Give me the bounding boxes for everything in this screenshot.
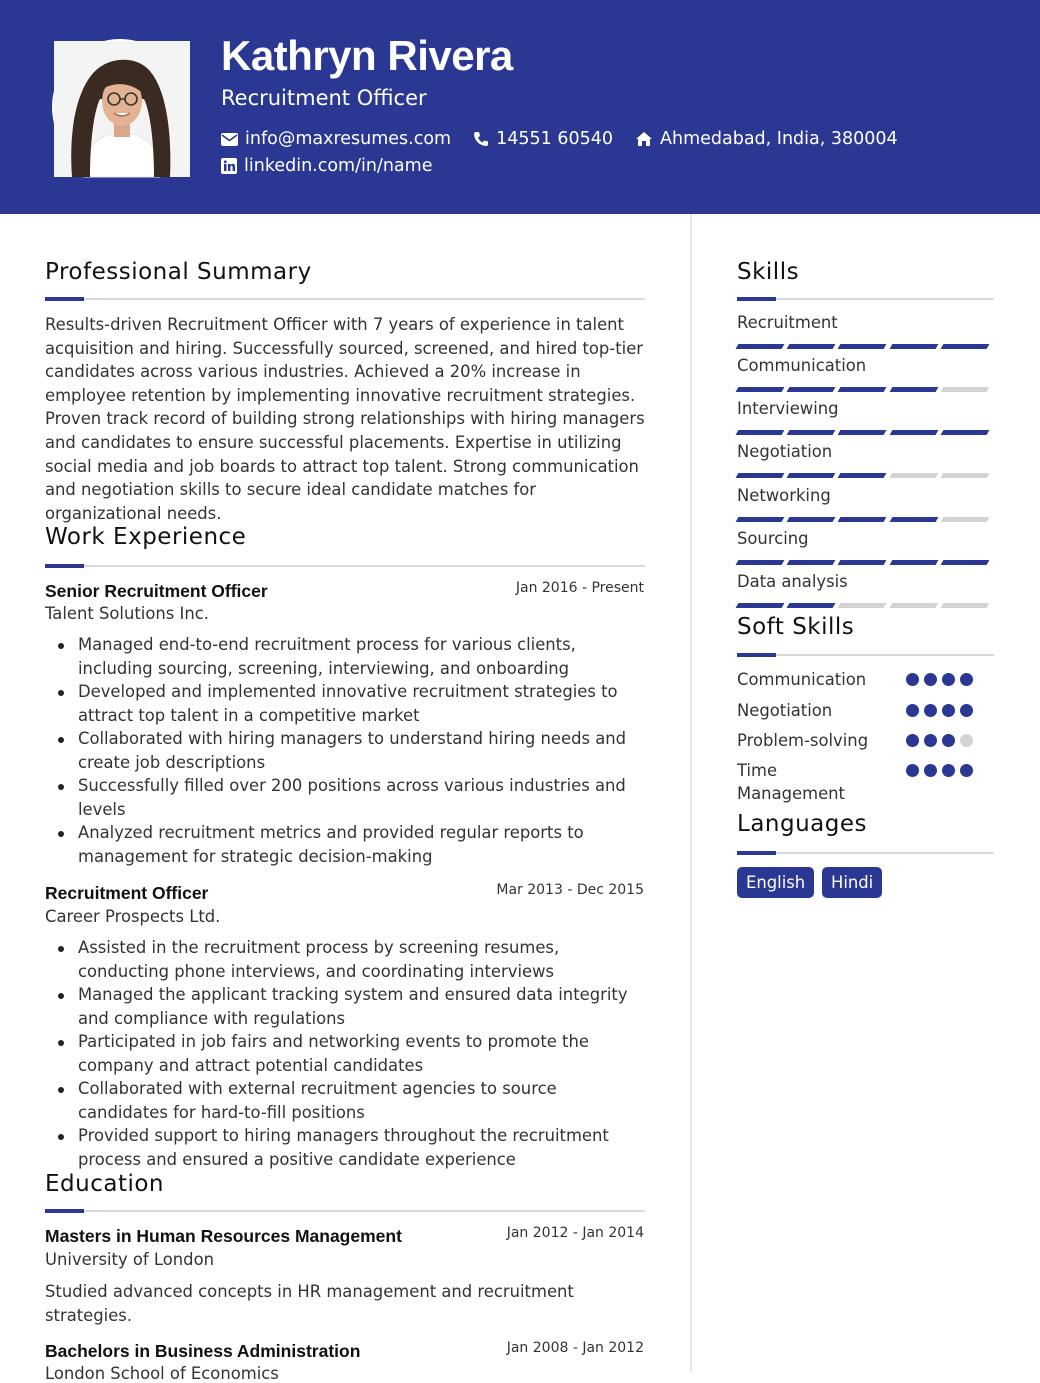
location-text: Ahmedabad, India, 380004 [660, 129, 898, 149]
skills-accent [737, 297, 776, 301]
skills-heading: Skills [737, 259, 800, 285]
skill-level-segment [838, 473, 887, 478]
skill-level-segment [736, 517, 785, 522]
soft-skill-name: Communication [737, 670, 867, 689]
job-title: Senior Recruitment Officer [45, 581, 268, 601]
skill-level-bar [737, 344, 993, 349]
linkedin-text: linkedin.com/in/name [244, 156, 433, 176]
skill-name: Sourcing [737, 529, 809, 548]
job-bullet: Collaborated with external recruitment agencies to source candidates for hard-to-fill positions [45, 1077, 650, 1124]
skill-level-segment [736, 473, 785, 478]
skill-level-segment [736, 603, 785, 608]
skill-level-segment [889, 387, 938, 392]
soft-skill-dot [924, 673, 937, 686]
job-bullets [45, 936, 650, 1171]
experience-rule [45, 565, 645, 567]
skill-name: Interviewing [737, 399, 839, 418]
skill-level-segment [787, 473, 836, 478]
summary-text: Results-driven Recruitment Officer with 7 years of experience in talent acquisition and hiring. Successfully sourced, screened, and hired top-tier candidates across various industries. Achieved a 20% increase in employee retention by implementing innovative recruitment strategies. Proven track record of building strong relationships with hiring managers and candidates to ensure successful placements. Expertise in utilizing social media and job boards to attract top talent. Strong communication and negotiation skills to secure ideal candidate matches for organizational needs. [45, 315, 645, 523]
skill-level-segment [940, 603, 989, 608]
job-bullet: Provided support to hiring managers throughout the recruitment process and ensured a positive candidate experience [45, 1124, 650, 1171]
soft-skill-dot [960, 734, 973, 747]
location-contact [635, 129, 898, 149]
soft-skill-dot [960, 673, 973, 686]
soft-skill-name: Negotiation [737, 701, 833, 720]
skill-level-segment [889, 517, 938, 522]
skill-level-segment [940, 473, 989, 478]
languages-accent [737, 851, 776, 855]
soft-skills-heading: Soft Skills [737, 614, 855, 640]
linkedin-contact[interactable] [221, 156, 432, 176]
soft-skill-dot [960, 704, 973, 717]
experience-heading: Work Experience [45, 524, 247, 550]
skill-name: Communication [737, 356, 867, 375]
skill-level-segment [940, 430, 989, 435]
skill-level-segment [940, 517, 989, 522]
job-dates: Mar 2013 - Dec 2015 [496, 882, 644, 898]
job-bullet: Analyzed recruitment metrics and provided regular reports to management for strategic decision-making [45, 821, 650, 868]
skill-level-segment [787, 603, 836, 608]
skill-level-bar [737, 603, 993, 608]
skill-level-segment [736, 430, 785, 435]
degree-dates: Jan 2012 - Jan 2014 [506, 1225, 644, 1241]
education-heading: Education [45, 1171, 165, 1197]
skill-level-segment [838, 603, 887, 608]
skill-level-segment [889, 473, 938, 478]
phone-text: 14551 60540 [496, 129, 614, 149]
candidate-role: Recruitment Officer [221, 86, 427, 110]
skill-level-segment [889, 560, 938, 565]
experience-accent [45, 564, 84, 568]
languages-heading: Languages [737, 811, 867, 837]
soft-skill-dot [906, 704, 919, 717]
job-bullet: Participated in job fairs and networking events to promote the company and attract potential candidates [45, 1030, 650, 1077]
summary-heading: Professional Summary [45, 259, 312, 285]
degree-description: Studied advanced concepts in HR management and recruitment strategies. [45, 1282, 574, 1325]
skill-level-segment [736, 387, 785, 392]
candidate-name: Kathryn Rivera [221, 32, 513, 79]
resume-header [0, 0, 1040, 214]
soft-skill-name: Time Management [737, 761, 845, 803]
summary-accent [45, 297, 84, 301]
degree-school: University of London [45, 1250, 214, 1269]
job-bullet: Managed end-to-end recruitment process for various clients, including sourcing, screening, interviewing, and onboarding [45, 633, 650, 680]
contact-row-secondary [221, 156, 454, 176]
soft-skill-dot [924, 734, 937, 747]
soft-skill-dot [942, 764, 955, 777]
job-company: Career Prospects Ltd. [45, 907, 221, 926]
contact-row-primary [221, 129, 920, 149]
soft-skills-accent [737, 653, 776, 657]
job-bullet: Developed and implemented innovative recruitment strategies to attract top talent in a competitive market [45, 680, 650, 727]
education-rule [45, 1210, 645, 1212]
skill-name: Negotiation [737, 442, 833, 461]
job-bullet: Managed the applicant tracking system and ensured data integrity and compliance with regulations [45, 983, 650, 1030]
phone-contact[interactable] [473, 129, 613, 149]
job-dates: Jan 2016 - Present [515, 580, 644, 596]
job-company: Talent Solutions Inc. [45, 604, 209, 623]
skill-level-segment [787, 344, 836, 349]
skill-level-segment [787, 517, 836, 522]
degree-title: Bachelors in Business Administration [45, 1341, 361, 1361]
language-badge-english: English [737, 867, 814, 898]
skill-level-bar [737, 560, 993, 565]
soft-skill-dot [942, 673, 955, 686]
soft-skill-dot [906, 764, 919, 777]
skill-level-segment [787, 430, 836, 435]
degree-school: London School of Economics [45, 1364, 279, 1383]
skill-level-segment [889, 430, 938, 435]
profile-photo-image [54, 41, 190, 177]
skill-name: Recruitment [737, 313, 838, 332]
skill-level-segment [736, 344, 785, 349]
skill-level-segment [838, 387, 887, 392]
skill-level-bar [737, 430, 993, 435]
skill-level-segment [838, 560, 887, 565]
skill-level-segment [787, 387, 836, 392]
summary-rule [45, 298, 645, 300]
skill-level-segment [889, 603, 938, 608]
skill-level-segment [787, 560, 836, 565]
education-accent [45, 1209, 84, 1213]
job-bullets [45, 633, 650, 868]
envelope-icon [221, 133, 238, 146]
skill-name: Data analysis [737, 572, 848, 591]
skill-level-bar [737, 517, 993, 522]
linkedin-icon [221, 158, 237, 174]
skill-level-segment [940, 387, 989, 392]
job-title: Recruitment Officer [45, 883, 209, 903]
skill-level-segment [838, 344, 887, 349]
soft-skill-dot [924, 704, 937, 717]
degree-dates: Jan 2008 - Jan 2012 [506, 1340, 644, 1356]
email-contact[interactable] [221, 129, 451, 149]
degree-title: Masters in Human Resources Management [45, 1226, 402, 1246]
soft-skill-dot [924, 764, 937, 777]
soft-skill-dot [906, 673, 919, 686]
skill-name: Networking [737, 486, 831, 505]
soft-skill-dot [942, 704, 955, 717]
skill-level-bar [737, 387, 993, 392]
soft-skill-name: Problem-solving [737, 731, 869, 750]
skill-level-segment [889, 344, 938, 349]
skill-level-segment [838, 517, 887, 522]
soft-skill-dot [960, 764, 973, 777]
soft-skill-dot [906, 734, 919, 747]
skill-level-segment [940, 344, 989, 349]
phone-icon [473, 131, 489, 147]
email-text: info@maxresumes.com [245, 129, 452, 149]
soft-skill-dot [942, 734, 955, 747]
job-bullet: Successfully filled over 200 positions across various industries and levels [45, 774, 650, 821]
skill-level-segment [736, 560, 785, 565]
skill-level-bar [737, 473, 993, 478]
skill-level-segment [838, 430, 887, 435]
profile-photo [52, 39, 188, 175]
job-bullet: Assisted in the recruitment process by screening resumes, conducting phone interviews, and coordinating interviews [45, 936, 650, 983]
column-divider [690, 214, 692, 1372]
home-icon [635, 131, 653, 147]
job-bullet: Collaborated with hiring managers to understand hiring needs and create job descriptions [45, 727, 650, 774]
language-badge-hindi: Hindi [822, 867, 882, 898]
skill-level-segment [940, 560, 989, 565]
